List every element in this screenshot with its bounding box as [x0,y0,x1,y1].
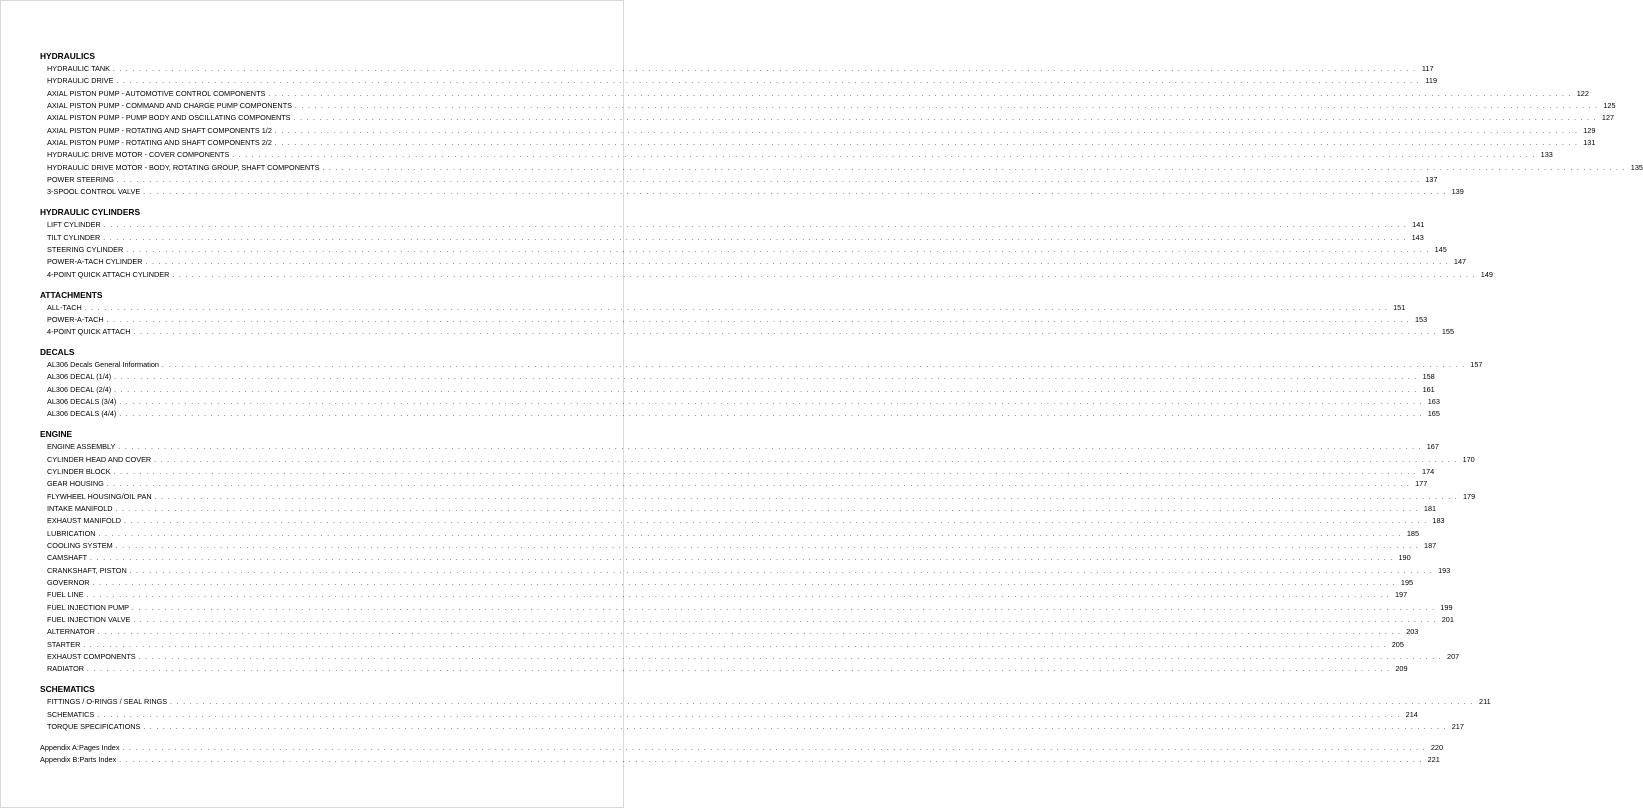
dot-leader: . . . . . . . . . . . . . . . . . . . . . . . . . . . . . . . . . . . . . . . . . . . . . . . . . . . . . . . . . . . . . . . . . . . . . . . . . . . . . . . . . . . . . . . . . . . . . . . . . . . . . . . . . . . . . . . . . . . . . . . . . . . . . . . . . . . . . . . . . . . . . . . . . . . . . . . . . . . . . . . . . . . . . . . . . . . . . . . . . . . . . . . . . . . . . . . . . . . . . . . . [113,469,1418,476]
toc-entry-page-number: 131 [1583,138,1596,148]
table-of-contents [40,51,1643,767]
toc-entry[interactable] [40,552,1411,564]
dot-leader: . . . . . . . . . . . . . . . . . . . . . . . . . . . . . . . . . . . . . . . . . . . . . . . . . . . . . . . . . . . . . . . . . . . . . . . . . . . . . . . . . . . . . . . . . . . . . . . . . . . . . . . . . . . . . . . . . . . . . . . . . . . . . . . . . . . . . . . . . . . . . . . . . . . . . . . . . . . . . . . . . . . . . . . . . . . . . . . . . . . . . . . . . . . . . . . . . . . . . . . . [116,79,1421,86]
dot-leader: . . . . . . . . . . . . . . . . . . . . . . . . . . . . . . . . . . . . . . . . . . . . . . . . . . . . . . . . . . . . . . . . . . . . . . . . . . . . . . . . . . . . . . . . . . . . . . . . . . . . . . . . . . . . . . . . . . . . . . . . . . . . . . . . . . . . . . . . . . . . . . . . . . . . . . . . . . . . . . . . . . . . . . . . . . . . . . . . . . . . . . . . . . . . . . . . . . . . . . . . [115,506,1420,513]
dot-leader: . . . . . . . . . . . . . . . . . . . . . . . . . . . . . . . . . . . . . . . . . . . . . . . . . . . . . . . . . . . . . . . . . . . . . . . . . . . . . . . . . . . . . . . . . . . . . . . . . . . . . . . . . . . . . . . . . . . . . . . . . . . . . . . . . . . . . . . . . . . . . . . . . . . . . . . . . . . . . . . . . . . . . . . . . . . . . . . . . . . . . . . . . . . . . . . . . . . . . . . . [295,104,1599,111]
toc-entry[interactable] [40,186,1464,198]
toc-entry-label: CRANKSHAFT, PISTON [47,565,127,575]
toc-entry-label: GOVERNOR [47,578,90,588]
dot-leader: . . . . . . . . . . . . . . . . . . . . . . . . . . . . . . . . . . . . . . . . . . . . . . . . . . . . . . . . . . . . . . . . . . . . . . . . . . . . . . . . . . . . . . . . . . . . . . . . . . . . . . . . . . . . . . . . . . . . . . . . . . . . . . . . . . . . . . . . . . . . . . . . . . . . . . . . . . . . . . . . . . . . . . . . . . . . . . . . . . . . . . . . . . . . . . . . . . . . . . . . [274,128,1579,135]
toc-entry-label: FUEL INJECTION PUMP [47,602,130,612]
dot-leader: . . . . . . . . . . . . . . . . . . . . . . . . . . . . . . . . . . . . . . . . . . . . . . . . . . . . . . . . . . . . . . . . . . . . . . . . . . . . . . . . . . . . . . . . . . . . . . . . . . . . . . . . . . . . . . . . . . . . . . . . . . . . . . . . . . . . . . . . . . . . . . . . . . . . . . . . . . . . . . . . . . . . . . . . . . . . . . . . . . . . . . . . . . . . . . . . . . . . . . . . [129,568,1434,575]
dot-leader: . . . . . . . . . . . . . . . . . . . . . . . . . . . . . . . . . . . . . . . . . . . . . . . . . . . . . . . . . . . . . . . . . . . . . . . . . . . . . . . . . . . . . . . . . . . . . . . . . . . . . . . . . . . . . . . . . . . . . . . . . . . . . . . . . . . . . . . . . . . . . . . . . . . . . . . . . . . . . . . . . . . . . . . . . . . . . . . . . . . . . . . . . . . . . . . . . . . . . . . . [126,247,1430,254]
toc-entry[interactable] [40,162,1643,174]
toc-entry[interactable] [40,565,1451,577]
section-heading: ENGINE [40,429,73,440]
toc-entry[interactable] [40,614,1454,626]
toc-entry-page-number: 185 [1406,528,1420,538]
toc-entry-label: Appendix B:Parts Index [40,755,117,765]
toc-entry-page-number: 155 [1441,327,1455,337]
toc-entry-label: ENGINE ASSEMBLY [47,442,116,452]
toc-entry-label: STEERING CYLINDER [47,244,124,254]
dot-leader: . . . . . . . . . . . . . . . . . . . . . . . . . . . . . . . . . . . . . . . . . . . . . . . . . . . . . . . . . . . . . . . . . . . . . . . . . . . . . . . . . . . . . . . . . . . . . . . . . . . . . . . . . . . . . . . . . . . . . . . . . . . . . . . . . . . . . . . . . . . . . . . . . . . . . . . . . . . . . . . . . . . . . . . . . . . . . . . . . . . . . . . . . . . . . . . . . . . . . . . . [268,91,1572,98]
toc-entry-page-number: 135 [1630,162,1643,172]
dot-leader: . . . . . . . . . . . . . . . . . . . . . . . . . . . . . . . . . . . . . . . . . . . . . . . . . . . . . . . . . . . . . . . . . . . . . . . . . . . . . . . . . . . . . . . . . . . . . . . . . . . . . . . . . . . . . . . . . . . . . . . . . . . . . . . . . . . . . . . . . . . . . . . . . . . . . . . . . . . . . . . . . . . . . . . . . . . . . . . . . . . . . . . . . . . . . . . . . . . . . . . . [322,165,1626,172]
dot-leader: . . . . . . . . . . . . . . . . . . . . . . . . . . . . . . . . . . . . . . . . . . . . . . . . . . . . . . . . . . . . . . . . . . . . . . . . . . . . . . . . . . . . . . . . . . . . . . . . . . . . . . . . . . . . . . . . . . . . . . . . . . . . . . . . . . . . . . . . . . . . . . . . . . . . . . . . . . . . . . . . . . . . . . . . . . . . . . . . . . . . . . . . . . . . . . . . . . . . . . . . [97,712,1401,719]
toc-entry-page-number: 167 [1426,442,1439,452]
toc-entry-page-number: 207 [1447,652,1460,662]
toc-entry-page-number: 161 [1422,384,1435,394]
toc-entry[interactable] [40,232,1424,244]
dot-leader: . . . . . . . . . . . . . . . . . . . . . . . . . . . . . . . . . . . . . . . . . . . . . . . . . . . . . . . . . . . . . . . . . . . . . . . . . . . . . . . . . . . . . . . . . . . . . . . . . . . . . . . . . . . . . . . . . . . . . . . . . . . . . . . . . . . . . . . . . . . . . . . . . . . . . . . . . . . . . . . . . . . . . . . . . . . . . . . . . . . . . . . . . . . . . . . . . . . . . . . . [112,67,1417,73]
toc-entry-page-number: 211 [1479,697,1491,707]
toc-entry-page-number: 139 [1451,187,1464,197]
toc-entry-label: TILT CYLINDER [47,232,101,242]
dot-leader: . . . . . . . . . . . . . . . . . . . . . . . . . . . . . . . . . . . . . . . . . . . . . . . . . . . . . . . . . . . . . . . . . . . . . . . . . . . . . . . . . . . . . . . . . . . . . . . . . . . . . . . . . . . . . . . . . . . . . . . . . . . . . . . . . . . . . . . . . . . . . . . . . . . . . . . . . . . . . . . . . . . . . . . . . . . . . . . . . . . . . . . . . . . . . . . . . . . . . . . . [103,223,1408,230]
section-heading: SCHEMATICS [40,684,95,695]
toc-entry-page-number: 127 [1601,113,1615,123]
toc-entry-page-number: 183 [1432,516,1445,526]
toc-entry[interactable] [40,441,1439,453]
dot-leader: . . . . . . . . . . . . . . . . . . . . . . . . . . . . . . . . . . . . . . . . . . . . . . . . . . . . . . . . . . . . . . . . . . . . . . . . . . . . . . . . . . . . . . . . . . . . . . . . . . . . . . . . . . . . . . . . . . . . . . . . . . . . . . . . . . . . . . . . . . . . . . . . . . . . . . . . . . . . . . . . . . . . . . . . . . . . . . . . . . . . . . . . . . . . . . . . . . . . . . . . [172,272,1476,279]
toc-entry-label: COOLING SYSTEM [47,541,113,550]
toc-entry-page-number: 163 [1427,397,1440,407]
toc-entry[interactable] [40,454,1475,466]
toc-entry-page-number: 141 [1412,220,1425,230]
toc-entry-page-number: 143 [1411,232,1424,242]
toc-entry[interactable] [40,149,1553,161]
toc-entry-page-number: 149 [1480,269,1493,279]
dot-leader: . . . . . . . . . . . . . . . . . . . . . . . . . . . . . . . . . . . . . . . . . . . . . . . . . . . . . . . . . . . . . . . . . . . . . . . . . . . . . . . . . . . . . . . . . . . . . . . . . . . . . . . . . . . . . . . . . . . . . . . . . . . . . . . . . . . . . . . . . . . . . . . . . . . . . . . . . . . . . . . . . . . . . . . . . . . . . . . . . . . . . . . . . . . . . . . . . . . . . . . . [118,445,1422,452]
toc-entry-page-number: 137 [1425,175,1438,185]
dot-leader: . . . . . . . . . . . . . . . . . . . . . . . . . . . . . . . . . . . . . . . . . . . . . . . . . . . . . . . . . . . . . . . . . . . . . . . . . . . . . . . . . . . . . . . . . . . . . . . . . . . . . . . . . . . . . . . . . . . . . . . . . . . . . . . . . . . . . . . . . . . . . . . . . . . . . . . . . . . . . . . . . . . . . . . . . . . . . . . . . . . . . . . . . . . . . . . . . . . . . . . . [103,235,1407,242]
toc-entry[interactable] [40,137,1596,149]
section-heading: HYDRAULIC CYLINDERS [40,207,141,218]
toc-entry-label: STARTER [47,639,81,649]
toc-entry-page-number: 201 [1441,615,1454,625]
toc-entry-page-number: 125 [1603,101,1616,111]
toc-entry-page-number: 174 [1422,466,1435,476]
toc-entry-label: LUBRICATION [47,528,96,538]
toc-entry[interactable] [40,88,1589,100]
toc-entry[interactable] [40,219,1425,231]
toc-entry-label: POWER STEERING [47,175,114,185]
toc-entry-label: AL306 DECALS (3/4) [47,397,117,407]
toc-entry[interactable] [40,528,1420,540]
toc-entry-label: ALTERNATOR [47,627,95,637]
toc-entry-label: TORQUE SPECIFICATIONS [47,721,141,731]
toc-entry-label: FLYWHEEL HOUSING/OIL PAN [47,491,152,501]
toc-entry-page-number: 181 [1423,503,1437,513]
toc-entry-label: AXIAL PISTON PUMP - PUMP BODY AND OSCILLATING COMPONENTS [47,113,291,123]
toc-entry-page-number: 209 [1395,664,1408,674]
dot-leader: . . . . . . . . . . . . . . . . . . . . . . . . . . . . . . . . . . . . . . . . . . . . . . . . . . . . . . . . . . . . . . . . . . . . . . . . . . . . . . . . . . . . . . . . . . . . . . . . . . . . . . . . . . . . . . . . . . . . . . . . . . . . . . . . . . . . . . . . . . . . . . . . . . . . . . . . . . . . . . . . . . . . . . . . . . . . . . . . . . . . . . . . . . . . . . . . . . . . . . . . [106,482,1411,489]
toc-entry-label: AL306 DECALS (4/4) [47,409,117,419]
section-heading: ATTACHMENTS [40,289,103,300]
toc-entry[interactable] [40,589,1408,601]
dot-leader: . . . . . . . . . . . . . . . . . . . . . . . . . . . . . . . . . . . . . . . . . . . . . . . . . . . . . . . . . . . . . . . . . . . . . . . . . . . . . . . . . . . . . . . . . . . . . . . . . . . . . . . . . . . . . . . . . . . . . . . . . . . . . . . . . . . . . . . . . . . . . . . . . . . . . . . . . . . . . . . . . . . . . . . . . . . . . . . . . . . . . . . . . . . . . . . . . . . . . . . . [87,667,1391,674]
toc-entry-page-number: 117 [1421,64,1434,73]
toc-section-attachments [40,289,1455,339]
toc-entry[interactable] [40,384,1435,396]
toc-entry-label: HYDRAULIC DRIVE [47,76,114,86]
toc-entry[interactable] [40,696,1491,708]
toc-entry[interactable] [40,63,1434,75]
toc-entry-label: EXHAUST MANIFOLD [47,516,122,526]
toc-entry[interactable] [40,100,1616,112]
toc-entry-label: LIFT CYLINDER [47,220,101,230]
toc-entry[interactable] [40,540,1437,552]
toc-entry-label: POWER-A-TACH [47,314,104,324]
toc-entry-label: CAMSHAFT [47,553,88,563]
toc-section-schematics [40,684,1491,733]
dot-leader: . . . . . . . . . . . . . . . . . . . . . . . . . . . . . . . . . . . . . . . . . . . . . . . . . . . . . . . . . . . . . . . . . . . . . . . . . . . . . . . . . . . . . . . . . . . . . . . . . . . . . . . . . . . . . . . . . . . . . . . . . . . . . . . . . . . . . . . . . . . . . . . . . . . . . . . . . . . . . . . . . . . . . . . . . . . . . . . . . . . . . . . . . . . . . . . . . . . . . . . . [114,387,1418,394]
toc-entry[interactable] [40,721,1464,733]
toc-entry-page-number: 193 [1438,565,1451,575]
appendix-list [40,742,1444,767]
toc-entry-page-number: 165 [1427,409,1440,419]
toc-entry[interactable] [40,244,1447,256]
toc-entry-page-number: 217 [1451,721,1464,731]
toc-entry-page-number: 119 [1425,76,1438,86]
toc-entry-label: RADIATOR [47,664,85,674]
toc-entry-page-number: 179 [1462,491,1476,501]
toc-entry[interactable] [40,639,1404,651]
dot-leader: . . . . . . . . . . . . . . . . . . . . . . . . . . . . . . . . . . . . . . . . . . . . . . . . . . . . . . . . . . . . . . . . . . . . . . . . . . . . . . . . . . . . . . . . . . . . . . . . . . . . . . . . . . . . . . . . . . . . . . . . . . . . . . . . . . . . . . . . . . . . . . . . . . . . . . . . . . . . . . . . . . . . . . . . . . . . . . . . . . . . . . . . . . . . . . . . . . . . . . . . [106,317,1411,324]
toc-entry[interactable] [40,75,1438,87]
dot-leader: . . . . . . . . . . . . . . . . . . . . . . . . . . . . . . . . . . . . . . . . . . . . . . . . . . . . . . . . . . . . . . . . . . . . . . . . . . . . . . . . . . . . . . . . . . . . . . . . . . . . . . . . . . . . . . . . . . . . . . . . . . . . . . . . . . . . . . . . . . . . . . . . . . . . . . . . . . . . . . . . . . . . . . . . . . . . . . . . . . . . . . . . . . . . . . . . . . . . . . . . [170,700,1474,707]
toc-entry[interactable] [40,256,1467,268]
dot-leader: . . . . . . . . . . . . . . . . . . . . . . . . . . . . . . . . . . . . . . . . . . . . . . . . . . . . . . . . . . . . . . . . . . . . . . . . . . . . . . . . . . . . . . . . . . . . . . . . . . . . . . . . . . . . . . . . . . . . . . . . . . . . . . . . . . . . . . . . . . . . . . . . . . . . . . . . . . . . . . . . . . . . . . . . . . . . . . . . . . . . . . . . . . . . . . . . . . . . . . . . [119,412,1423,419]
toc-entry-label: FUEL INJECTION VALVE [47,615,131,625]
dot-leader: . . . . . . . . . . . . . . . . . . . . . . . . . . . . . . . . . . . . . . . . . . . . . . . . . . . . . . . . . . . . . . . . . . . . . . . . . . . . . . . . . . . . . . . . . . . . . . . . . . . . . . . . . . . . . . . . . . . . . . . . . . . . . . . . . . . . . . . . . . . . . . . . . . . . . . . . . . . . . . . . . . . . . . . . . . . . . . . . . . . . . . . . . . . . . . . . . . . . . . . . [293,116,1598,123]
toc-entry-label: 4-POINT QUICK ATTACH [47,327,131,337]
toc-entry-label: AL306 DECAL (2/4) [47,384,112,394]
toc-entry-page-number: 203 [1406,627,1419,637]
toc-entry[interactable] [40,269,1493,281]
toc-entry-page-number: 187 [1424,541,1437,550]
toc-entry-page-number: 177 [1415,479,1428,489]
dot-leader: . . . . . . . . . . . . . . . . . . . . . . . . . . . . . . . . . . . . . . . . . . . . . . . . . . . . . . . . . . . . . . . . . . . . . . . . . . . . . . . . . . . . . . . . . . . . . . . . . . . . . . . . . . . . . . . . . . . . . . . . . . . . . . . . . . . . . . . . . . . . . . . . . . . . . . . . . . . . . . . . . . . . . . . . . . . . . . . . . . . . . . . . . . . . . . . . . . . . . . . . [143,190,1447,197]
dot-leader: . . . . . . . . . . . . . . . . . . . . . . . . . . . . . . . . . . . . . . . . . . . . . . . . . . . . . . . . . . . . . . . . . . . . . . . . . . . . . . . . . . . . . . . . . . . . . . . . . . . . . . . . . . . . . . . . . . . . . . . . . . . . . . . . . . . . . . . . . . . . . . . . . . . . . . . . . . . . . . . . . . . . . . . . . . . . . . . . . . . . . . . . . . . . . . . . . . . . . . . . [119,400,1423,407]
toc-entry[interactable] [40,515,1445,527]
toc-entry-page-number: 153 [1414,314,1428,324]
dot-leader: . . . . . . . . . . . . . . . . . . . . . . . . . . . . . . . . . . . . . . . . . . . . . . . . . . . . . . . . . . . . . . . . . . . . . . . . . . . . . . . . . . . . . . . . . . . . . . . . . . . . . . . . . . . . . . . . . . . . . . . . . . . . . . . . . . . . . . . . . . . . . . . . . . . . . . . . . . . . . . . . . . . . . . . . . . . . . . . . . . . . . . . . . . . . . . . . . . . . . . . . [274,141,1579,148]
toc-entry[interactable] [40,314,1428,326]
toc-entry[interactable] [40,359,1483,371]
toc-entry-page-number: 129 [1583,125,1596,135]
toc-entry-page-number: 221 [1427,755,1440,765]
dot-leader: . . . . . . . . . . . . . . . . . . . . . . . . . . . . . . . . . . . . . . . . . . . . . . . . . . . . . . . . . . . . . . . . . . . . . . . . . . . . . . . . . . . . . . . . . . . . . . . . . . . . . . . . . . . . . . . . . . . . . . . . . . . . . . . . . . . . . . . . . . . . . . . . . . . . . . . . . . . . . . . . . . . . . . . . . . . . . . . . . . . . . . . . . . . . . . . . . . . . . . . . [154,494,1459,501]
dot-leader: . . . . . . . . . . . . . . . . . . . . . . . . . . . . . . . . . . . . . . . . . . . . . . . . . . . . . . . . . . . . . . . . . . . . . . . . . . . . . . . . . . . . . . . . . . . . . . . . . . . . . . . . . . . . . . . . . . . . . . . . . . . . . . . . . . . . . . . . . . . . . . . . . . . . . . . . . . . . . . . . . . . . . . . . . . . . . . . . . . . . . . . . . . . . . . . . . . . . . . . . [161,363,1466,370]
toc-entry-label: INTAKE MANIFOLD [47,503,113,513]
toc-entry[interactable] [40,491,1476,503]
dot-leader: . . . . . . . . . . . . . . . . . . . . . . . . . . . . . . . . . . . . . . . . . . . . . . . . . . . . . . . . . . . . . . . . . . . . . . . . . . . . . . . . . . . . . . . . . . . . . . . . . . . . . . . . . . . . . . . . . . . . . . . . . . . . . . . . . . . . . . . . . . . . . . . . . . . . . . . . . . . . . . . . . . . . . . . . . . . . . . . . . . . . . . . . . . . . . . . . . . . . . . . . [124,519,1428,526]
toc-entry-label: AXIAL PISTON PUMP - AUTOMOTIVE CONTROL COMPONENTS [47,88,266,98]
toc-entry-label: SCHEMATICS [47,709,95,719]
toc-entry[interactable] [40,651,1460,663]
toc-entry-page-number: 170 [1462,454,1475,464]
toc-entry[interactable] [40,742,1444,754]
toc-entry-page-number: 220 [1430,742,1444,752]
toc-entry[interactable] [40,302,1406,314]
toc-entry-label: HYDRAULIC DRIVE MOTOR - COVER COMPONENTS [47,150,230,160]
toc-section-hydraulics [40,51,1643,199]
toc-entry-label: ALL-TACH [47,302,82,312]
toc-entry-label: FITTINGS / O-RINGS / SEAL RINGS [47,697,168,707]
toc-entry-label: AL306 DECAL (1/4) [47,372,112,382]
dot-leader: . . . . . . . . . . . . . . . . . . . . . . . . . . . . . . . . . . . . . . . . . . . . . . . . . . . . . . . . . . . . . . . . . . . . . . . . . . . . . . . . . . . . . . . . . . . . . . . . . . . . . . . . . . . . . . . . . . . . . . . . . . . . . . . . . . . . . . . . . . . . . . . . . . . . . . . . . . . . . . . . . . . . . . . . . . . . . . . . . . . . . . . . . . . . . . . . . . . . . . . . [232,153,1536,160]
dot-leader: . . . . . . . . . . . . . . . . . . . . . . . . . . . . . . . . . . . . . . . . . . . . . . . . . . . . . . . . . . . . . . . . . . . . . . . . . . . . . . . . . . . . . . . . . . . . . . . . . . . . . . . . . . . . . . . . . . . . . . . . . . . . . . . . . . . . . . . . . . . . . . . . . . . . . . . . . . . . . . . . . . . . . . . . . . . . . . . . . . . . . . . . . . . . . . . . . . . . . . . . [114,375,1418,382]
toc-entry-page-number: 190 [1398,553,1411,563]
toc-entry-label: POWER-A-TACH CYLINDER [47,257,143,267]
dot-leader: . . . . . . . . . . . . . . . . . . . . . . . . . . . . . . . . . . . . . . . . . . . . . . . . . . . . . . . . . . . . . . . . . . . . . . . . . . . . . . . . . . . . . . . . . . . . . . . . . . . . . . . . . . . . . . . . . . . . . . . . . . . . . . . . . . . . . . . . . . . . . . . . . . . . . . . . . . . . . . . . . . . . . . . . . . . . . . . . . . . . . . . . . . . . . . . . . . . . . . . . [119,758,1423,765]
toc-entry-label: HYDRAULIC TANK [47,64,110,73]
toc-entry-label: AXIAL PISTON PUMP - ROTATING AND SHAFT COMPONENTS 1/2 [47,125,272,135]
dot-leader: . . . . . . . . . . . . . . . . . . . . . . . . . . . . . . . . . . . . . . . . . . . . . . . . . . . . . . . . . . . . . . . . . . . . . . . . . . . . . . . . . . . . . . . . . . . . . . . . . . . . . . . . . . . . . . . . . . . . . . . . . . . . . . . . . . . . . . . . . . . . . . . . . . . . . . . . . . . . . . . . . . . . . . . . . . . . . . . . . . . . . . . . . . . . . . . . . . . . . . . . [90,556,1394,563]
section-heading: HYDRAULICS [40,51,95,61]
toc-entry-label: GEAR HOUSING [47,479,104,489]
toc-section-decals [40,347,1483,421]
toc-entry-page-number: 133 [1540,150,1553,160]
toc-entry-page-number: 122 [1576,88,1589,98]
toc-entry-label: AXIAL PISTON PUMP - ROTATING AND SHAFT COMPONENTS 2/2 [47,138,272,148]
toc-entry-label: 4-POINT QUICK ATTACH CYLINDER [47,269,170,279]
toc-section-hydraulic-cylinders [40,207,1493,281]
toc-entry[interactable] [40,466,1435,478]
toc-entry-page-number: 147 [1453,257,1467,267]
dot-leader: . . . . . . . . . . . . . . . . . . . . . . . . . . . . . . . . . . . . . . . . . . . . . . . . . . . . . . . . . . . . . . . . . . . . . . . . . . . . . . . . . . . . . . . . . . . . . . . . . . . . . . . . . . . . . . . . . . . . . . . . . . . . . . . . . . . . . . . . . . . . . . . . . . . . . . . . . . . . . . . . . . . . . . . . . . . . . . . . . . . . . . . . . . . . . . . . . . . . . . . . [98,531,1403,538]
toc-entry[interactable] [40,408,1440,420]
toc-entry[interactable] [40,577,1414,589]
toc-entry-page-number: 197 [1394,590,1408,600]
toc-entry-label: AL306 Decals General Information [47,360,159,370]
toc-entry[interactable] [40,626,1419,638]
toc-entry-label: 3-SPOOL CONTROL VALVE [47,187,141,197]
dot-leader: . . . . . . . . . . . . . . . . . . . . . . . . . . . . . . . . . . . . . . . . . . . . . . . . . . . . . . . . . . . . . . . . . . . . . . . . . . . . . . . . . . . . . . . . . . . . . . . . . . . . . . . . . . . . . . . . . . . . . . . . . . . . . . . . . . . . . . . . . . . . . . . . . . . . . . . . . . . . . . . . . . . . . . . . . . . . . . . . . . . . . . . . . . . . . . . . . . . . . . . . [83,642,1387,649]
dot-leader: . . . . . . . . . . . . . . . . . . . . . . . . . . . . . . . . . . . . . . . . . . . . . . . . . . . . . . . . . . . . . . . . . . . . . . . . . . . . . . . . . . . . . . . . . . . . . . . . . . . . . . . . . . . . . . . . . . . . . . . . . . . . . . . . . . . . . . . . . . . . . . . . . . . . . . . . . . . . . . . . . . . . . . . . . . . . . . . . . . . . . . . . . . . . . . . . . . . . . . . . [133,330,1438,337]
dot-leader: . . . . . . . . . . . . . . . . . . . . . . . . . . . . . . . . . . . . . . . . . . . . . . . . . . . . . . . . . . . . . . . . . . . . . . . . . . . . . . . . . . . . . . . . . . . . . . . . . . . . . . . . . . . . . . . . . . . . . . . . . . . . . . . . . . . . . . . . . . . . . . . . . . . . . . . . . . . . . . . . . . . . . . . . . . . . . . . . . . . . . . . . . . . . . . . . . . . . . . . . [92,581,1397,588]
toc-entry[interactable] [40,371,1435,383]
toc-entry-page-number: 158 [1422,372,1435,382]
toc-entry[interactable] [40,326,1455,338]
dot-leader: . . . . . . . . . . . . . . . . . . . . . . . . . . . . . . . . . . . . . . . . . . . . . . . . . . . . . . . . . . . . . . . . . . . . . . . . . . . . . . . . . . . . . . . . . . . . . . . . . . . . . . . . . . . . . . . . . . . . . . . . . . . . . . . . . . . . . . . . . . . . . . . . . . . . . . . . . . . . . . . . . . . . . . . . . . . . . . . . . . . . . . . . . . . . . . . . . . . . . . . . [154,457,1458,464]
toc-entry[interactable] [40,478,1428,490]
toc-entry-label: FUEL LINE [47,590,84,600]
toc-entry-page-number: 205 [1391,639,1404,649]
dot-leader: . . . . . . . . . . . . . . . . . . . . . . . . . . . . . . . . . . . . . . . . . . . . . . . . . . . . . . . . . . . . . . . . . . . . . . . . . . . . . . . . . . . . . . . . . . . . . . . . . . . . . . . . . . . . . . . . . . . . . . . . . . . . . . . . . . . . . . . . . . . . . . . . . . . . . . . . . . . . . . . . . . . . . . . . . . . . . . . . . . . . . . . . . . . . . . . . . . . . . . . . [84,305,1389,312]
dot-leader: . . . . . . . . . . . . . . . . . . . . . . . . . . . . . . . . . . . . . . . . . . . . . . . . . . . . . . . . . . . . . . . . . . . . . . . . . . . . . . . . . . . . . . . . . . . . . . . . . . . . . . . . . . . . . . . . . . . . . . . . . . . . . . . . . . . . . . . . . . . . . . . . . . . . . . . . . . . . . . . . . . . . . . . . . . . . . . . . . . . . . . . . . . . . . . . . . . . . . . . . [116,178,1421,185]
toc-entry-page-number: 157 [1470,360,1483,370]
toc-entry[interactable] [40,396,1440,408]
toc-entry-label: CYLINDER HEAD AND COVER [47,454,152,464]
dot-leader: . . . . . . . . . . . . . . . . . . . . . . . . . . . . . . . . . . . . . . . . . . . . . . . . . . . . . . . . . . . . . . . . . . . . . . . . . . . . . . . . . . . . . . . . . . . . . . . . . . . . . . . . . . . . . . . . . . . . . . . . . . . . . . . . . . . . . . . . . . . . . . . . . . . . . . . . . . . . . . . . . . . . . . . . . . . . . . . . . . . . . . . . . . . . . . . . . . . . . . . . [132,605,1436,612]
toc-entry-label: EXHAUST COMPONENTS [47,652,136,662]
toc-section-engine [40,429,1476,676]
toc-entry-page-number: 195 [1400,578,1414,588]
dot-leader: . . . . . . . . . . . . . . . . . . . . . . . . . . . . . . . . . . . . . . . . . . . . . . . . . . . . . . . . . . . . . . . . . . . . . . . . . . . . . . . . . . . . . . . . . . . . . . . . . . . . . . . . . . . . . . . . . . . . . . . . . . . . . . . . . . . . . . . . . . . . . . . . . . . . . . . . . . . . . . . . . . . . . . . . . . . . . . . . . . . . . . . . . . . . . . . . . . . . . . . . [115,544,1420,550]
dot-leader: . . . . . . . . . . . . . . . . . . . . . . . . . . . . . . . . . . . . . . . . . . . . . . . . . . . . . . . . . . . . . . . . . . . . . . . . . . . . . . . . . . . . . . . . . . . . . . . . . . . . . . . . . . . . . . . . . . . . . . . . . . . . . . . . . . . . . . . . . . . . . . . . . . . . . . . . . . . . . . . . . . . . . . . . . . . . . . . . . . . . . . . . . . . . . . . . . . . . . . . . [86,593,1391,600]
section-heading: DECALS [40,347,75,358]
toc-entry-label: Appendix A:Pages Index [40,742,120,752]
dot-leader: . . . . . . . . . . . . . . . . . . . . . . . . . . . . . . . . . . . . . . . . . . . . . . . . . . . . . . . . . . . . . . . . . . . . . . . . . . . . . . . . . . . . . . . . . . . . . . . . . . . . . . . . . . . . . . . . . . . . . . . . . . . . . . . . . . . . . . . . . . . . . . . . . . . . . . . . . . . . . . . . . . . . . . . . . . . . . . . . . . . . . . . . . . . . . . . . . . . . . . . . [143,724,1447,731]
dot-leader: . . . . . . . . . . . . . . . . . . . . . . . . . . . . . . . . . . . . . . . . . . . . . . . . . . . . . . . . . . . . . . . . . . . . . . . . . . . . . . . . . . . . . . . . . . . . . . . . . . . . . . . . . . . . . . . . . . . . . . . . . . . . . . . . . . . . . . . . . . . . . . . . . . . . . . . . . . . . . . . . . . . . . . . . . . . . . . . . . . . . . . . . . . . . . . . . . . . . . . . . [133,618,1437,625]
dot-leader: . . . . . . . . . . . . . . . . . . . . . . . . . . . . . . . . . . . . . . . . . . . . . . . . . . . . . . . . . . . . . . . . . . . . . . . . . . . . . . . . . . . . . . . . . . . . . . . . . . . . . . . . . . . . . . . . . . . . . . . . . . . . . . . . . . . . . . . . . . . . . . . . . . . . . . . . . . . . . . . . . . . . . . . . . . . . . . . . . . . . . . . . . . . . . . . . . . . . . . . . [97,630,1402,637]
dot-leader: . . . . . . . . . . . . . . . . . . . . . . . . . . . . . . . . . . . . . . . . . . . . . . . . . . . . . . . . . . . . . . . . . . . . . . . . . . . . . . . . . . . . . . . . . . . . . . . . . . . . . . . . . . . . . . . . . . . . . . . . . . . . . . . . . . . . . . . . . . . . . . . . . . . . . . . . . . . . . . . . . . . . . . . . . . . . . . . . . . . . . . . . . . . . . . . . . . . . . . . . [138,655,1443,662]
toc-entry-label: CYLINDER BLOCK [47,466,111,476]
toc-entry[interactable] [40,112,1615,124]
toc-entry[interactable] [40,503,1437,515]
toc-entry-page-number: 145 [1434,244,1447,254]
toc-entry-label: AXIAL PISTON PUMP - COMMAND AND CHARGE PUMP COMPONENTS [47,101,293,111]
toc-entry[interactable] [40,709,1418,721]
dot-leader: . . . . . . . . . . . . . . . . . . . . . . . . . . . . . . . . . . . . . . . . . . . . . . . . . . . . . . . . . . . . . . . . . . . . . . . . . . . . . . . . . . . . . . . . . . . . . . . . . . . . . . . . . . . . . . . . . . . . . . . . . . . . . . . . . . . . . . . . . . . . . . . . . . . . . . . . . . . . . . . . . . . . . . . . . . . . . . . . . . . . . . . . . . . . . . . . . . . . . . . . [122,745,1427,752]
toc-entry[interactable] [40,754,1440,766]
toc-entry[interactable] [40,125,1596,137]
toc-entry-page-number: 151 [1393,302,1406,312]
dot-leader: . . . . . . . . . . . . . . . . . . . . . . . . . . . . . . . . . . . . . . . . . . . . . . . . . . . . . . . . . . . . . . . . . . . . . . . . . . . . . . . . . . . . . . . . . . . . . . . . . . . . . . . . . . . . . . . . . . . . . . . . . . . . . . . . . . . . . . . . . . . . . . . . . . . . . . . . . . . . . . . . . . . . . . . . . . . . . . . . . . . . . . . . . . . . . . . . . . . . . . . . [145,260,1450,267]
toc-entry[interactable] [40,663,1408,675]
toc-entry-page-number: 199 [1440,602,1453,612]
toc-entry-label: HYDRAULIC DRIVE MOTOR - BODY, ROTATING GROUP, SHAFT COMPONENTS [47,162,320,172]
toc-entry[interactable] [40,602,1453,614]
toc-entry[interactable] [40,174,1438,186]
toc-entry-page-number: 214 [1405,709,1418,719]
